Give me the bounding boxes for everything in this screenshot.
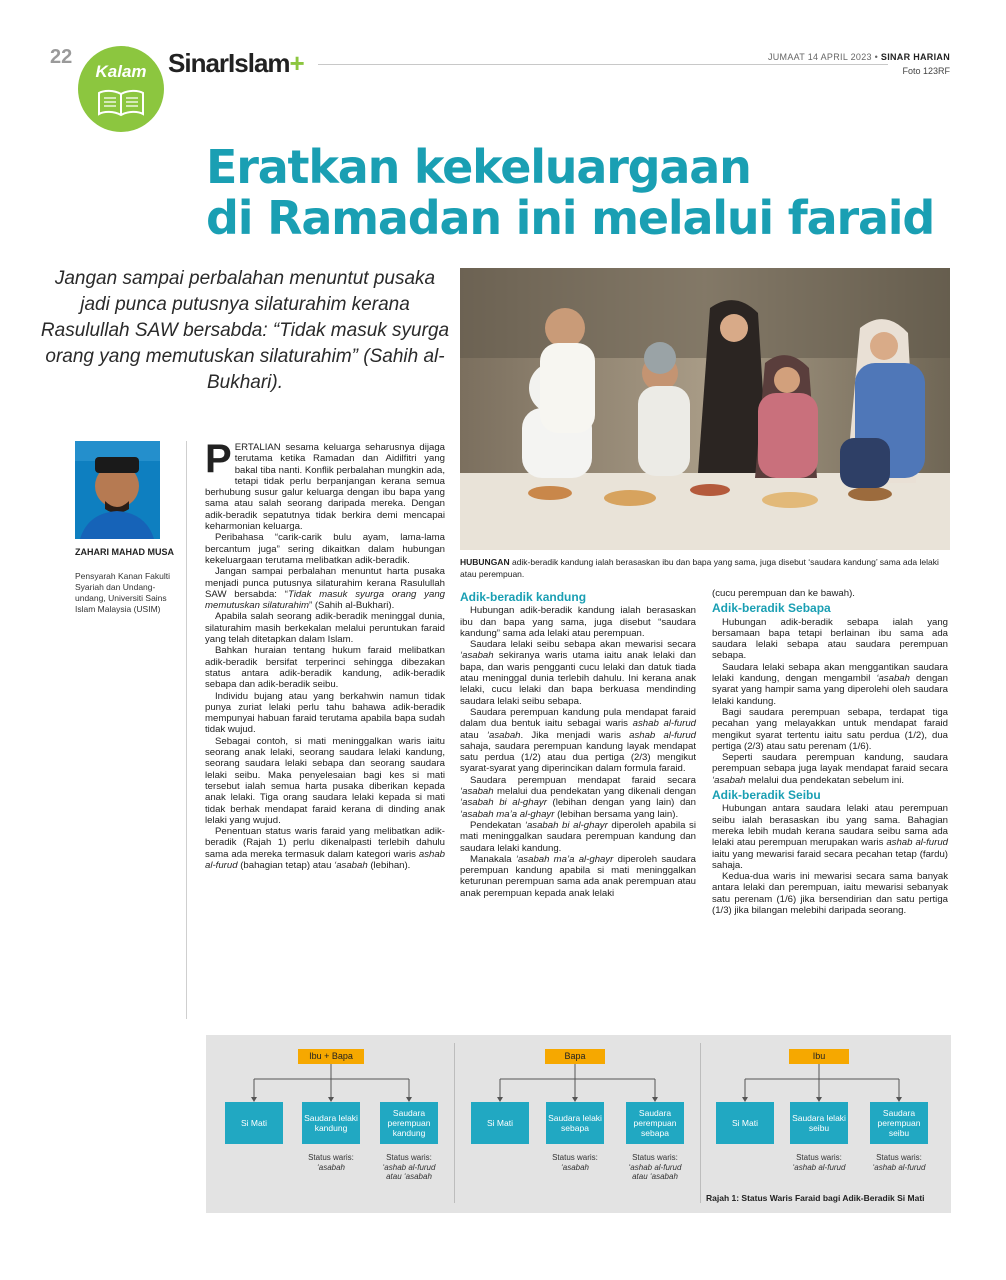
status-value: ‘ashab al-furud <box>872 1162 926 1172</box>
paragraph: Kedua-dua waris ini mewarisi secara sama banyak antara lelaki dan perempuan, iaitu mewarisi sebanyak satu perenam (1/6) jika bersendirian dan satu pertiga (1/3) jika bilangan melebihi daripada seorang. <box>712 871 948 917</box>
paragraph: (cucu perempuan dan ke bawah). <box>712 588 855 599</box>
status-value: ‘ashab al-furud <box>792 1162 846 1172</box>
text-run: (lebihan). <box>367 859 411 871</box>
status-value: ‘asabah <box>560 1162 590 1172</box>
subheading-seibu: Adik-beradik Seibu <box>712 788 821 803</box>
page-number: 22 <box>50 46 73 68</box>
italic-run: ashab al-furud <box>632 718 696 730</box>
paragraph <box>460 854 696 899</box>
status-caption: Status waris: <box>876 1153 922 1162</box>
status-value: ‘ashab al-furud atau ‘asabah <box>628 1162 682 1181</box>
photo-caption <box>460 556 950 580</box>
issue-date: JUMAAT 14 APRIL 2023 <box>767 52 872 62</box>
italic-run: ‘asabah <box>460 650 494 662</box>
headline-line-2: di Ramadan ini melalui faraid <box>206 191 935 245</box>
child-box-saudara-perempuan-seibu: Saudara perempuan seibu <box>870 1102 928 1144</box>
status-caption: Status waris: <box>796 1153 842 1162</box>
paragraph: Apabila salah seorang adik-beradik meninggal dunia, silaturahim masih berkekalan melalui peruntukan faraid yang telah ditetapkan dalam Islam. <box>205 611 445 646</box>
group-separator <box>700 1043 701 1203</box>
photo-credit: Foto 123RF <box>902 66 950 76</box>
text-run: melalui dua pendekatan sebelum ini. <box>745 774 905 786</box>
column-divider <box>186 441 187 1019</box>
italic-run: ‘asabah <box>486 729 521 741</box>
publication-name: SINAR HARIAN <box>880 52 950 62</box>
child-box-saudara-lelaki-sebapa: Saudara lelaki sebapa <box>546 1102 604 1144</box>
child-box-saudara-perempuan-sebapa: Saudara perempuan sebapa <box>626 1102 684 1144</box>
author-role: Pensyarah Kanan Fakulti Syariah dan Undang-undang, Universiti Sains Islam Malaysia (USIM) <box>75 571 170 614</box>
author-portrait <box>75 441 160 539</box>
italic-run: ‘asabah <box>334 859 368 871</box>
group-separator <box>454 1043 455 1203</box>
status-label <box>300 1153 362 1172</box>
paragraph: Peribahasa “carik-carik bulu ayam, lama-lama bercantum juga” sering dikaitkan dalam hubungan kekeluargaan terutama melibatkan adik-beradik. <box>205 532 445 566</box>
text-run: Manakala <box>470 853 516 865</box>
status-caption: Status waris: <box>632 1153 678 1162</box>
text-run: Seperti saudara perempuan kandung, saudara perempuan sebapa juga layak mendapat faraid secara <box>712 752 948 775</box>
brand-logo <box>168 48 304 79</box>
text-run: Saudara lelaki sebapa akan menggantikan saudara lelaki kandung, dengan mengambil <box>712 661 948 685</box>
text-run: Jangan sampai perbalahan menuntut harta pusaka menjadi punca putusnya silaturahim kerana Rasulullah SAW bersabda: “ <box>205 566 445 600</box>
child-box-si-mati: Si Mati <box>716 1102 774 1144</box>
child-box-si-mati: Si Mati <box>225 1102 283 1144</box>
paragraph <box>460 820 696 854</box>
italic-run: ‘asabah bi al-ghayr <box>460 797 547 809</box>
status-label <box>544 1153 606 1172</box>
paragraph-text: ERTALIAN sesama keluarga seharusnya dijaga terutama ketika Ramadan dan Aidilfitri yang bakal tiba nanti. Konflik perbalahan mungkin ada, tetapi tidak perlu berpanjangan kerana semua berhubung susur galur keluarga dengan ibu bapa yang sama atau salah seorang daripada mereka. Dengan adik-beradik sepatutnya tidak berkira demi mencapai keharmonian keluarga. <box>205 442 445 533</box>
text-run: iaitu yang mewarisi faraid secara pecahan tetap (fardu) sahaja. <box>712 848 948 871</box>
author-name: ZAHARI MAHAD MUSA <box>75 547 174 557</box>
pull-quote: Jangan sampai perbalahan menuntut pusaka jadi punca putusnya silaturahim kerana Rasulullah SAW bersabda: “Tidak masuk syurga orang yang memutuskan silaturahim” (Sahih al-Bukhari). <box>40 268 450 393</box>
subheading-sebapa: Adik-beradik Sebapa <box>712 601 831 616</box>
paragraph: Bahkan huraian tentang hukum faraid melibatkan adik-beradik bersifat terperinci sehingga dibezakan status antara adik-beradik kandung, adik-beradik sebapa dan adik-beradik seibu. <box>205 645 445 691</box>
brand-sinar: Sinar <box>168 48 229 78</box>
hero-family-photo <box>460 268 950 550</box>
text-run: Saudara lelaki seibu sebapa akan mewarisi secara <box>470 639 696 651</box>
brand-plus: + <box>289 48 304 78</box>
status-label <box>624 1153 686 1182</box>
italic-run: ‘asabah ma’a al-ghayr <box>515 853 614 865</box>
text-run: melalui dua pendekatan yang dikenali dengan <box>493 786 696 798</box>
family-dinner-illustration <box>460 268 950 550</box>
paragraph: Hubungan adik-beradik kandung ialah berasaskan ibu dan bapa yang sama, juga disebut “saudara kandung” sama ada lelaki atau perempuan. <box>460 605 696 639</box>
parent-box-bapa: Bapa <box>545 1049 605 1064</box>
caption-lead: HUBUNGAN <box>460 557 510 567</box>
paragraph <box>460 639 696 707</box>
paragraph <box>712 662 948 707</box>
section-badge-label: Kalam <box>95 62 147 81</box>
status-caption: Status waris: <box>552 1153 598 1162</box>
header-rule <box>318 64 888 65</box>
status-label <box>868 1153 930 1172</box>
status-caption: Status waris: <box>386 1153 432 1162</box>
caption-text: adik-beradik kandung ialah berasaskan ibu dan bapa yang sama, juga disebut ‘saudara kandung’ sama ada lelaki atau perempuan. <box>460 557 939 579</box>
text-run: ” (Sahih al-Bukhari). <box>308 600 395 612</box>
article-column-3 <box>712 588 948 916</box>
subheading-kandung: Adik-beradik kandung <box>460 590 587 604</box>
status-caption: Status waris: <box>308 1153 354 1162</box>
parent-box-ibu-bapa: Ibu + Bapa <box>298 1049 364 1064</box>
text-run: Penentuan status waris faraid yang melibatkan adik-beradik (Rajah 1) perlu dikenalpasti terlebih dahulu sama ada mereka termasuk dalam kategori waris <box>205 826 445 860</box>
text-run: Saudara perempuan kandung pula mendapat faraid dalam dua bentuk iaitu sebagai waris <box>460 706 696 730</box>
paragraph: Sebagai contoh, si mati meninggalkan waris iaitu seorang anak lelaki, seorang saudara lelaki kandung, seorang saudara lelaki sebapa dan seorang saudara lelaki seibu. Maka penyelesaian bagi kes si mati tersebut ialah semua harta pusaka diberikan kepada anak lelaki. Tiga orang saudara lelaki kepada si mati tidak berhak mendapat faraid kerana di dinding anak lelaki yang wujud. <box>205 735 445 826</box>
status-value: ‘ashab al-furud atau ‘asabah <box>382 1162 436 1181</box>
paragraph <box>205 566 445 611</box>
child-box-saudara-lelaki-seibu: Saudara lelaki seibu <box>790 1102 848 1144</box>
text-run: diperoleh saudara perempuan kandung apabila si mati meninggalkan keturunan perempuan sama ada anak perempuan atau anak perempuan kepada anak lelaki <box>460 853 696 899</box>
kalam-section-badge <box>78 46 164 132</box>
italic-run: ‘asabah <box>712 774 746 786</box>
paragraph: Bagi saudara perempuan sebapa, terdapat tiga pecahan yang melayakkan untuk mendapat faraid mengikut syarat tertentu iaitu satu perdua (1/2), dua pertiga (2/3) atau satu perenam (1/6). <box>712 706 948 752</box>
text-run: diperoleh apabila si mati meninggalkan saudara perempuan kandung dan saudara lelaki kandung. <box>460 819 696 854</box>
text-run: dengan syarat yang hampir sama yang diperolehi oleh saudara lelaki kandung. <box>712 673 948 707</box>
headline-line-1: Eratkan kekeluargaan <box>206 140 751 194</box>
text-run: sahaja, saudara perempuan kandung layak mendapat satu perdua (1/2) atau dua pertiga (2/3) mengikut syarat-syarat yang diperincikan dalam formula faraid. <box>460 740 696 775</box>
italic-run: ashab al-furud <box>629 729 696 741</box>
inheritance-diagram <box>206 1035 951 1213</box>
text-run: . Jika menjadi waris <box>520 729 630 741</box>
paragraph <box>712 803 948 871</box>
child-box-si-mati: Si Mati <box>471 1102 529 1144</box>
child-box-saudara-lelaki-kandung: Saudara lelaki kandung <box>302 1102 360 1144</box>
paragraph <box>205 437 445 533</box>
paragraph: Hubungan adik-beradik sebapa ialah yang bersamaan bapa tetapi berlainan ibu sama ada saudara lelaki sebapa atau saudara perempuan sebapa. <box>712 616 948 662</box>
text-run: Hubungan antara saudara lelaki atau perempuan seibu ialah berasaskan ibu yang sama. Bahagian mereka lebih mudah kerana saudara seibu sama ada lelaki atau perempuan merupakan waris <box>712 803 948 849</box>
diagram-title: Rajah 1: Status Waris Faraid bagi Adik-Beradik Si Mati <box>706 1193 925 1203</box>
text-run: (lebihan dengan yang lain) dan <box>546 797 696 809</box>
paragraph <box>460 707 696 775</box>
text-run: (lebihan bersama yang lain). <box>554 808 679 820</box>
status-value: ‘asabah <box>316 1162 346 1172</box>
text-run: Pendekatan <box>470 819 525 831</box>
open-book-icon <box>96 88 146 118</box>
italic-run: ‘asabah bi al-ghayr <box>524 819 608 831</box>
parent-box-ibu: Ibu <box>789 1049 849 1064</box>
text-run: (bahagian tetap) atau <box>237 859 335 871</box>
article-column-1 <box>205 437 445 871</box>
italic-run: ashab al-furud <box>886 837 948 849</box>
child-box-saudara-perempuan-kandung: Saudara perempuan kandung <box>380 1102 438 1144</box>
article-column-2 <box>460 588 696 899</box>
drop-cap: P <box>205 437 232 481</box>
italic-run: ashab al-furud <box>205 848 445 871</box>
paragraph <box>205 826 445 871</box>
italic-run: ‘asabah <box>876 673 910 685</box>
status-label <box>378 1153 440 1182</box>
text-run: atau <box>460 729 487 741</box>
status-label <box>788 1153 850 1172</box>
paragraph <box>460 775 696 820</box>
brand-islam: Islam <box>228 48 290 78</box>
dateline: JUMAAT 14 APRIL 2023 • SINAR HARIAN <box>767 52 950 62</box>
text-run: sekiranya waris utama iaitu anak lelaki dan bapa, dan waris pengganti cucu lelaki dan datuk tiada atau meninggal dunia terlebih dahulu. Ini kerana anak lelaki, cucu lelaki dan bapa berkuasa mendinding saudara lelaki seibu sebapa. <box>460 650 696 707</box>
text-run: Saudara perempuan mendapat faraid secara <box>470 774 696 786</box>
paragraph <box>712 752 948 786</box>
italic-run: ‘asabah ma’a al-ghayr <box>460 808 555 820</box>
headline <box>206 142 966 244</box>
italic-run: Tidak masuk syurga orang yang memutuskan silaturahim <box>205 588 445 612</box>
italic-run: ‘asabah <box>460 786 494 798</box>
paragraph: Individu bujang atau yang berkahwin namun tidak punya zuriat lelaki perlu tahu bahawa adik-beradik mempunyai habuan faraid terutama apabila bapa sudah tidak wujud. <box>205 690 445 736</box>
